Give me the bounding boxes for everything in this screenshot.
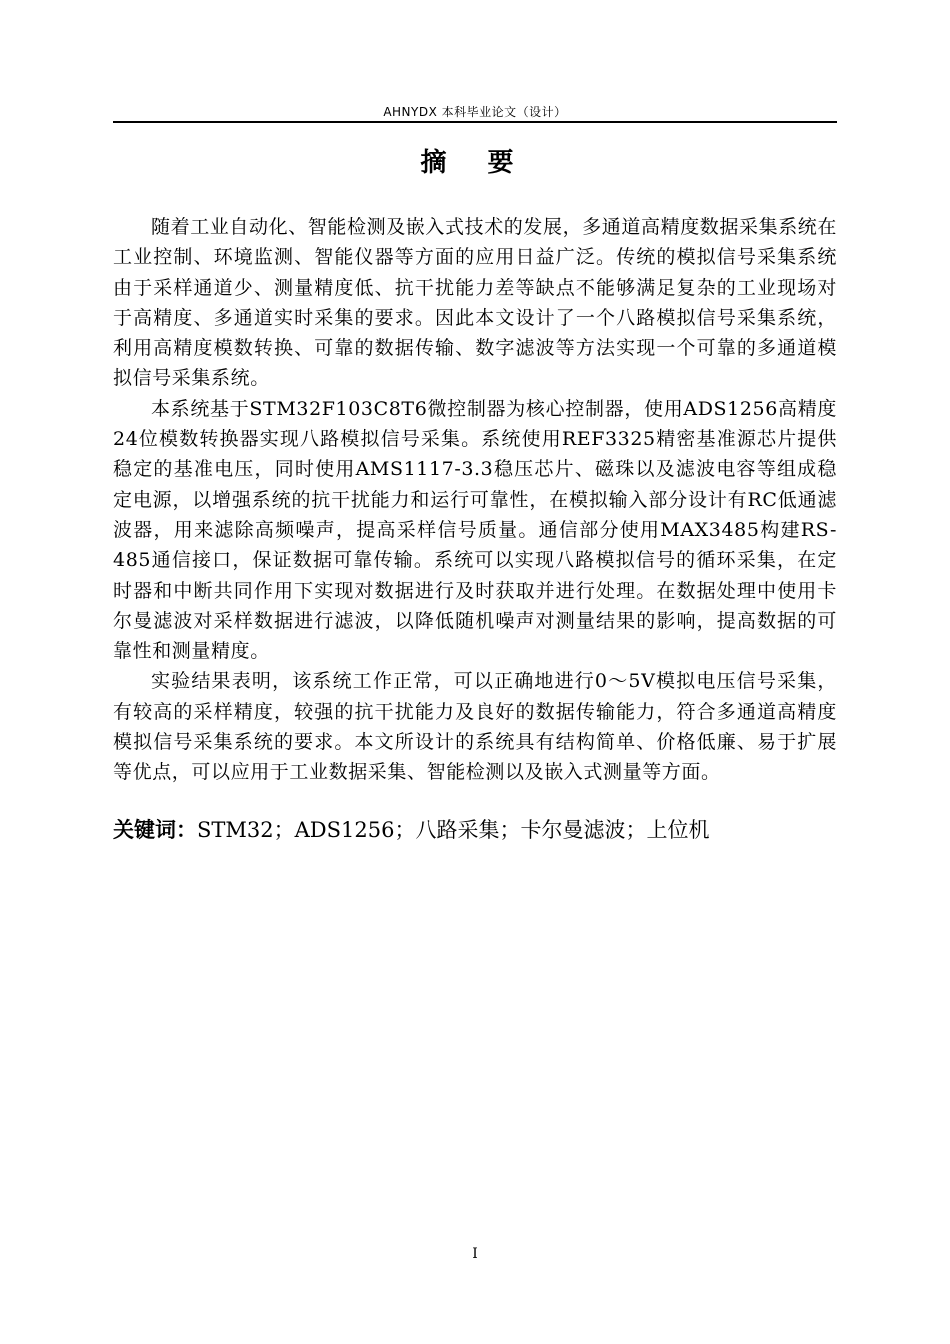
abstract-body [113, 212, 837, 788]
page-number: I [472, 1246, 478, 1262]
abstract-paragraph-1: 随着工业自动化、智能检测及嵌入式技术的发展，多通道高精度数据采集系统在工业控制、环境监测、智能仪器等方面的应用日益广泛。传统的模拟信号采集系统由于采样通道少、测量精度低、抗干扰能力差等缺点不能够满足复杂的工业现场对于高精度、多通道实时采集的要求。因此本文设计了一个八路模拟信号采集系统，利用高精度模数转换、可靠的数据传输、数字滤波等方法实现一个可靠的多通道模拟信号采集系统。 [113, 216, 838, 390]
header-rule [113, 121, 837, 123]
keywords-text: STM32；ADS1256；八路采集；卡尔曼滤波；上位机 [197, 818, 710, 842]
keywords-line [113, 815, 853, 845]
abstract-paragraph-3: 实验结果表明，该系统工作正常，可以正确地进行0～5V模拟电压信号采集，有较高的采样精度，较强的抗干扰能力及良好的数据传输能力，符合多通道高精度模拟信号采集系统的要求。本文所设计的系统具有结构简单、价格低廉、易于扩展等优点，可以应用于工业数据采集、智能检测以及嵌入式测量等方面。 [113, 670, 837, 784]
keywords-label: 关键词： [113, 818, 197, 842]
running-header: AHNYDX 本科毕业论文（设计） [383, 105, 567, 119]
abstract-title: 摘 要 [420, 148, 530, 178]
abstract-paragraph-2: 本系统基于STM32F103C8T6微控制器为核心控制器，使用ADS1256高精度24位模数转换器实现八路模拟信号采集。系统使用REF3325精密基准源芯片提供稳定的基准电压，同时使用AMS1117-3.3稳压芯片、磁珠以及滤波电容等组成稳定电源，以增强系统的抗干扰能力和运行可靠性，在模拟输入部分设计有RC低通滤波器，用来滤除高频噪声，提高采样信号质量。通信部分使用MAX3485构建RS-485通信接口，保证数据可靠传输。系统可以实现八路模拟信号的循环采集，在定时器和中断共同作用下实现对数据进行及时获取并进行处理。在数据处理中使用卡尔曼滤波对采样数据进行滤波，以降低随机噪声对测量结果的影响，提高数据的可靠性和测量精度。 [113, 397, 837, 663]
